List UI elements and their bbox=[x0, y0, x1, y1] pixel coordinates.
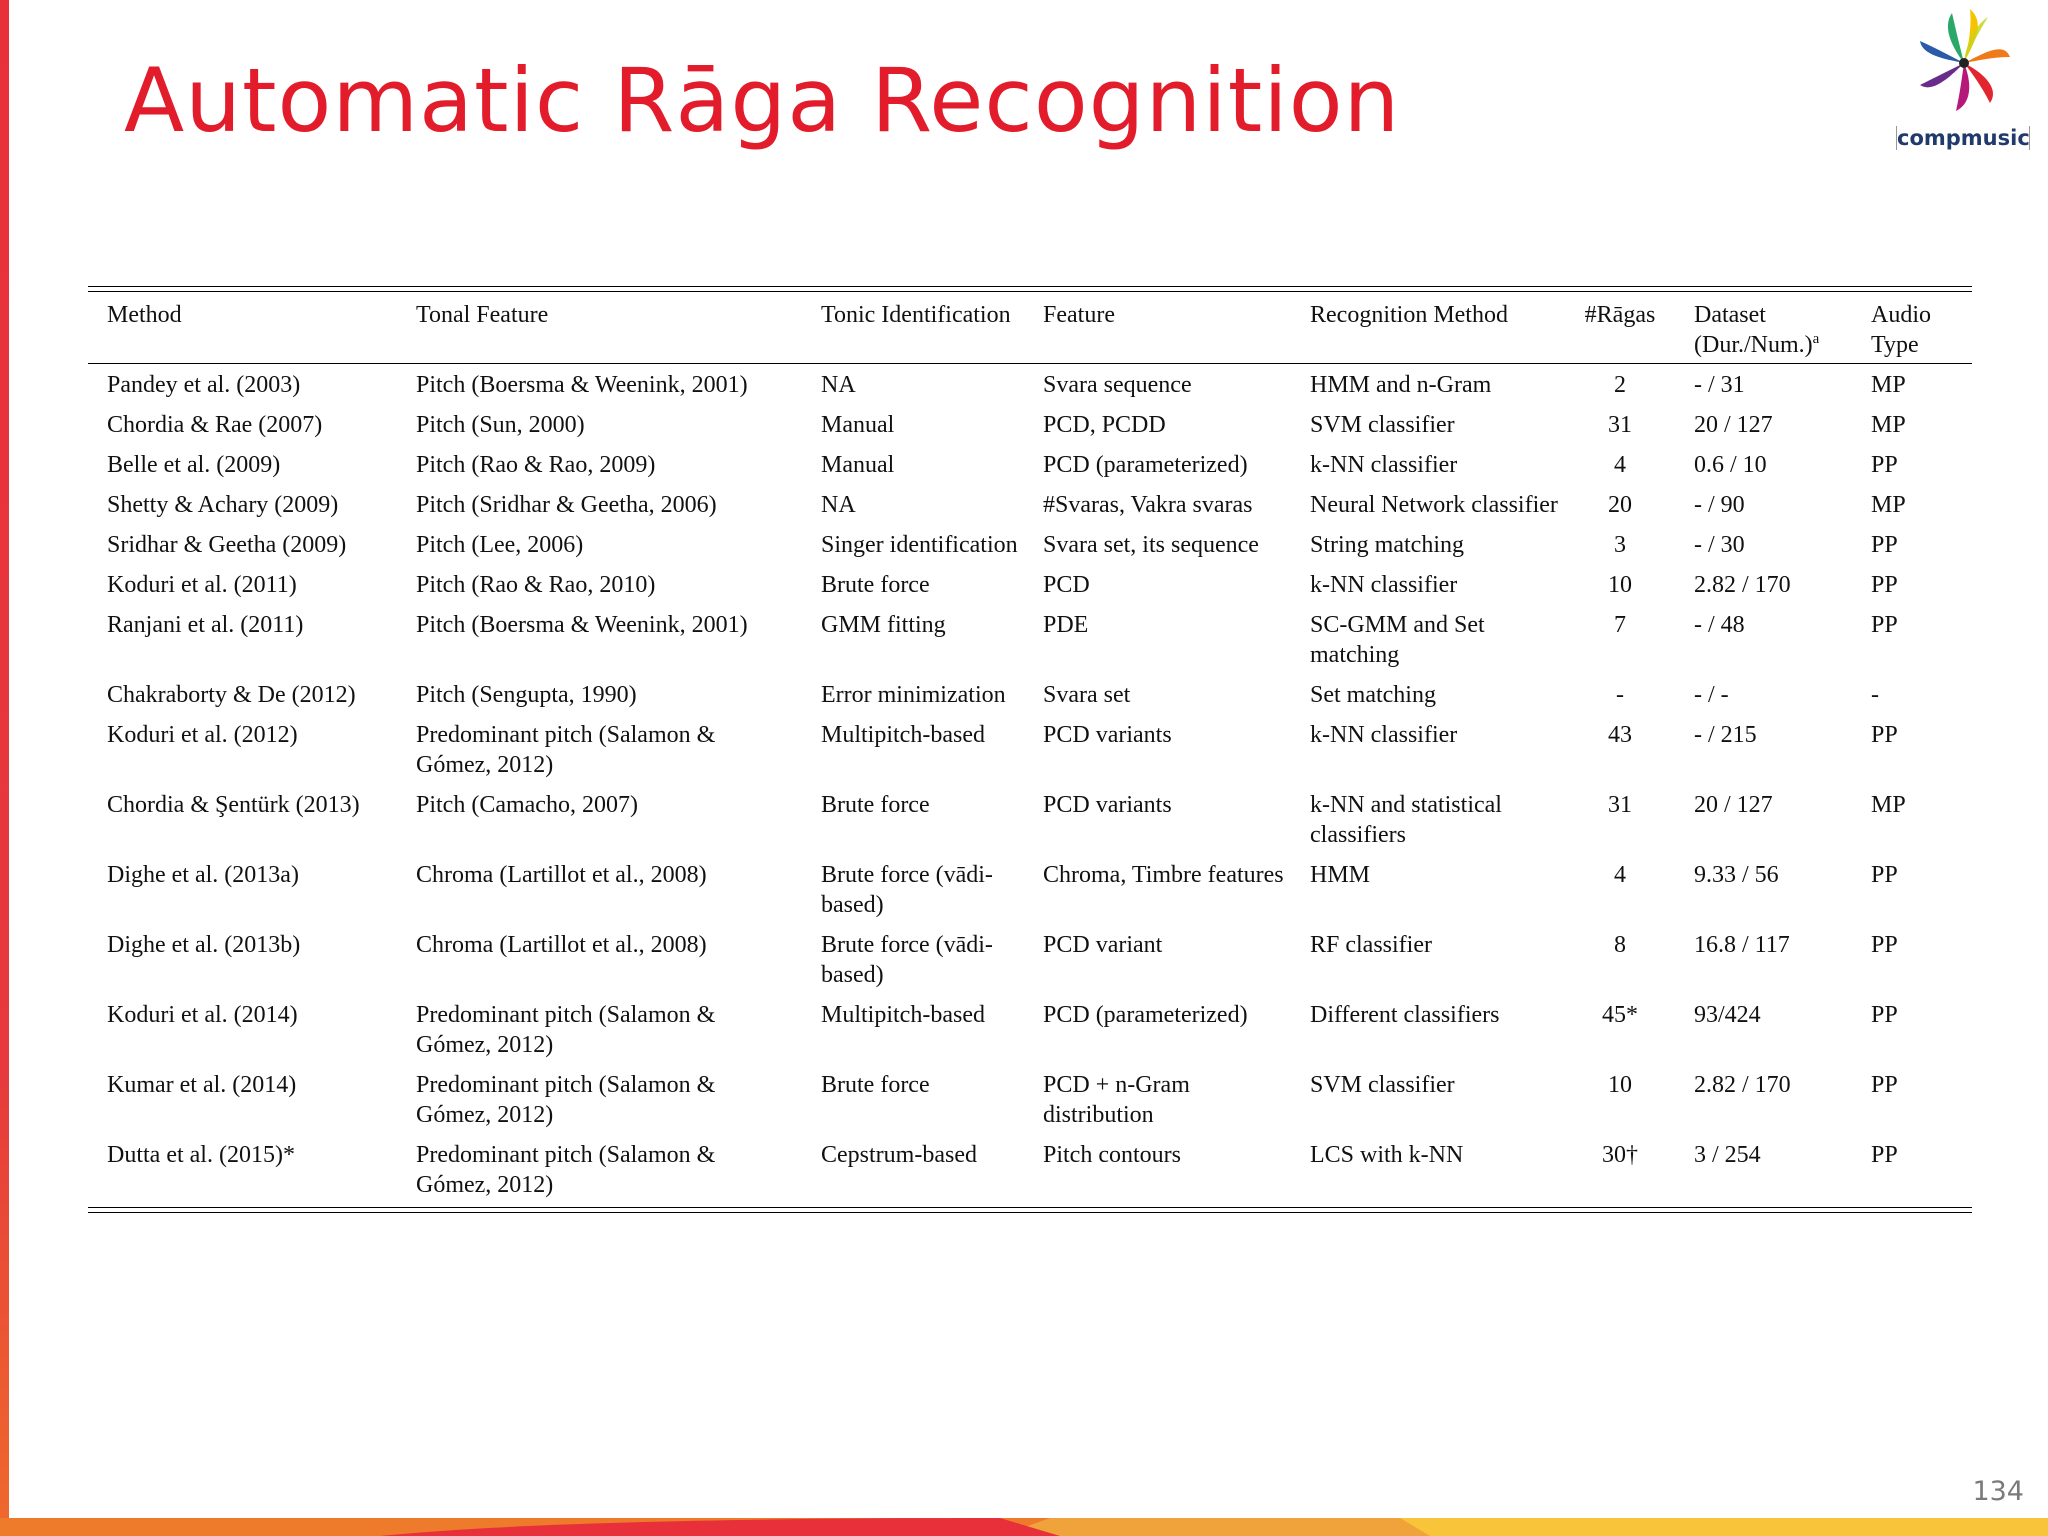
header-feature: Feature bbox=[1043, 302, 1115, 328]
cell-recognition-method: Set matching bbox=[1310, 682, 1436, 708]
cell-dataset: 2.82 / 170 bbox=[1694, 572, 1791, 598]
cell-tonic-identification: Manual bbox=[821, 452, 895, 478]
cell-tonic-identification: Brute force bbox=[821, 792, 930, 818]
table-row bbox=[88, 675, 1972, 715]
table-row bbox=[88, 485, 1972, 525]
cell-dataset: 16.8 / 117 bbox=[1694, 932, 1790, 958]
cell-recognition-method: Neural Network classifier bbox=[1310, 492, 1558, 518]
cell-audio-type: MP bbox=[1871, 412, 1906, 438]
cell-method: Chordia & Rae (2007) bbox=[107, 412, 323, 438]
cell-ragas: - bbox=[1616, 682, 1624, 708]
cell-dataset: - / 215 bbox=[1694, 722, 1757, 748]
cell-dataset: 0.6 / 10 bbox=[1694, 452, 1767, 478]
pinwheel-logo-icon bbox=[1916, 8, 2012, 126]
cell-method: Chakraborty & De (2012) bbox=[107, 682, 356, 708]
logo-text: compmusic bbox=[1897, 126, 2030, 150]
table-row bbox=[88, 565, 1972, 605]
methods-table bbox=[88, 286, 1972, 1213]
cell-tonic-identification: NA bbox=[821, 492, 856, 518]
table-header-row bbox=[88, 292, 1972, 364]
cell-tonic-identification: Brute force bbox=[821, 1072, 930, 1098]
cell-feature: PCD variants bbox=[1043, 792, 1172, 818]
cell-audio-type: - bbox=[1871, 682, 1879, 708]
cell-audio-type: MP bbox=[1871, 492, 1906, 518]
cell-ragas: 10 bbox=[1608, 1072, 1632, 1098]
table-row bbox=[88, 445, 1972, 485]
cell-tonal-feature: Predominant pitch (Salamon & Gómez, 2012) bbox=[416, 1002, 716, 1058]
cell-tonal-feature: Pitch (Sengupta, 1990) bbox=[416, 682, 637, 708]
cell-audio-type: PP bbox=[1871, 452, 1898, 478]
cell-audio-type: PP bbox=[1871, 612, 1898, 638]
cell-tonic-identification: Brute force (vādi-based) bbox=[821, 932, 993, 988]
cell-recognition-method: k-NN classifier bbox=[1310, 572, 1458, 598]
left-accent-bar bbox=[0, 0, 9, 1536]
cell-method: Ranjani et al. (2011) bbox=[107, 612, 304, 638]
cell-ragas: 2 bbox=[1614, 372, 1626, 398]
cell-dataset: 2.82 / 170 bbox=[1694, 1072, 1791, 1098]
cell-dataset: - / 48 bbox=[1694, 612, 1745, 638]
cell-recognition-method: k-NN classifier bbox=[1310, 722, 1458, 748]
cell-dataset: - / 30 bbox=[1694, 532, 1745, 558]
cell-feature: PCD variant bbox=[1043, 932, 1163, 958]
cell-ragas: 20 bbox=[1608, 492, 1632, 518]
cell-ragas: 4 bbox=[1614, 862, 1626, 888]
cell-tonic-identification: Multipitch-based bbox=[821, 1002, 985, 1028]
cell-ragas: 31 bbox=[1608, 792, 1632, 818]
cell-ragas: 31 bbox=[1608, 412, 1632, 438]
cell-ragas: 4 bbox=[1614, 452, 1626, 478]
cell-tonal-feature: Pitch (Rao & Rao, 2009) bbox=[416, 452, 656, 478]
cell-feature: Chroma, Timbre features bbox=[1043, 862, 1284, 888]
cell-tonal-feature: Pitch (Boersma & Weenink, 2001) bbox=[416, 612, 748, 638]
cell-dataset: - / 31 bbox=[1694, 372, 1745, 398]
page-number: 134 bbox=[1972, 1476, 2024, 1507]
cell-tonic-identification: Manual bbox=[821, 412, 895, 438]
cell-audio-type: MP bbox=[1871, 792, 1906, 818]
cell-tonal-feature: Predominant pitch (Salamon & Gómez, 2012) bbox=[416, 722, 716, 778]
cell-method: Kumar et al. (2014) bbox=[107, 1072, 297, 1098]
cell-tonal-feature: Pitch (Boersma & Weenink, 2001) bbox=[416, 372, 748, 398]
cell-tonal-feature: Chroma (Lartillot et al., 2008) bbox=[416, 862, 707, 888]
cell-recognition-method: Different classifiers bbox=[1310, 1002, 1500, 1028]
cell-recognition-method: String matching bbox=[1310, 532, 1464, 558]
cell-dataset: 93/424 bbox=[1694, 1002, 1761, 1028]
table-row bbox=[88, 1065, 1972, 1135]
cell-dataset: 9.33 / 56 bbox=[1694, 862, 1779, 888]
header-audio-type: Audio Type bbox=[1871, 302, 1931, 358]
cell-ragas: 3 bbox=[1614, 532, 1626, 558]
cell-recognition-method: k-NN classifier bbox=[1310, 452, 1458, 478]
slide-title: Automatic Rāga Recognition bbox=[124, 49, 1401, 152]
cell-feature: Svara set bbox=[1043, 682, 1131, 708]
cell-recognition-method: SVM classifier bbox=[1310, 1072, 1455, 1098]
cell-audio-type: PP bbox=[1871, 1072, 1898, 1098]
cell-tonic-identification: Cepstrum-based bbox=[821, 1142, 977, 1168]
cell-audio-type: PP bbox=[1871, 1002, 1898, 1028]
cell-feature: PDE bbox=[1043, 612, 1089, 638]
cell-feature: #Svaras, Vakra svaras bbox=[1043, 492, 1253, 518]
compmusic-logo bbox=[1896, 8, 2030, 154]
cell-recognition-method: SVM classifier bbox=[1310, 412, 1455, 438]
cell-recognition-method: HMM and n-Gram bbox=[1310, 372, 1492, 398]
cell-method: Koduri et al. (2012) bbox=[107, 722, 298, 748]
cell-tonal-feature: Pitch (Camacho, 2007) bbox=[416, 792, 638, 818]
cell-ragas: 30† bbox=[1602, 1142, 1638, 1168]
cell-tonal-feature: Predominant pitch (Salamon & Gómez, 2012) bbox=[416, 1142, 716, 1198]
header-tonic-identification: Tonic Identification bbox=[821, 302, 1011, 328]
cell-tonal-feature: Chroma (Lartillot et al., 2008) bbox=[416, 932, 707, 958]
table-row bbox=[88, 525, 1972, 565]
cell-tonic-identification: Multipitch-based bbox=[821, 722, 985, 748]
cell-tonal-feature: Pitch (Rao & Rao, 2010) bbox=[416, 572, 656, 598]
table-row bbox=[88, 1135, 1972, 1207]
cell-feature: PCD bbox=[1043, 572, 1090, 598]
header-method: Method bbox=[107, 302, 182, 328]
cell-feature: Svara set, its sequence bbox=[1043, 532, 1259, 558]
cell-tonic-identification: Brute force bbox=[821, 572, 930, 598]
cell-method: Pandey et al. (2003) bbox=[107, 372, 301, 398]
cell-tonal-feature: Pitch (Sun, 2000) bbox=[416, 412, 585, 438]
table-row bbox=[88, 855, 1972, 925]
cell-method: Dighe et al. (2013b) bbox=[107, 932, 301, 958]
table-row bbox=[88, 785, 1972, 855]
cell-ragas: 7 bbox=[1614, 612, 1626, 638]
table-row bbox=[88, 405, 1972, 445]
cell-method: Sridhar & Geetha (2009) bbox=[107, 532, 347, 558]
table-row bbox=[88, 605, 1972, 675]
cell-tonal-feature: Predominant pitch (Salamon & Gómez, 2012) bbox=[416, 1072, 716, 1128]
cell-audio-type: PP bbox=[1871, 532, 1898, 558]
cell-feature: PCD (parameterized) bbox=[1043, 452, 1248, 478]
cell-method: Shetty & Achary (2009) bbox=[107, 492, 339, 518]
cell-ragas: 45* bbox=[1602, 1002, 1638, 1028]
table-row bbox=[88, 995, 1972, 1065]
cell-recognition-method: k-NN and statistical classifiers bbox=[1310, 792, 1502, 848]
cell-ragas: 43 bbox=[1608, 722, 1632, 748]
cell-recognition-method: HMM bbox=[1310, 862, 1371, 888]
cell-feature: PCD variants bbox=[1043, 722, 1172, 748]
bottom-accent-band bbox=[0, 1518, 2048, 1536]
cell-recognition-method: RF classifier bbox=[1310, 932, 1432, 958]
cell-method: Chordia & Şentürk (2013) bbox=[107, 792, 360, 818]
table-body bbox=[88, 364, 1972, 1208]
cell-recognition-method: SC-GMM and Set matching bbox=[1310, 612, 1485, 668]
cell-recognition-method: LCS with k-NN bbox=[1310, 1142, 1464, 1168]
cell-ragas: 10 bbox=[1608, 572, 1632, 598]
cell-audio-type: PP bbox=[1871, 1142, 1898, 1168]
header-recognition-method: Recognition Method bbox=[1310, 302, 1508, 328]
table-bottom-rule bbox=[88, 1207, 1972, 1213]
table-row bbox=[88, 715, 1972, 785]
cell-method: Koduri et al. (2014) bbox=[107, 1002, 298, 1028]
cell-dataset: - / - bbox=[1694, 682, 1729, 708]
cell-feature: PCD (parameterized) bbox=[1043, 1002, 1248, 1028]
cell-audio-type: PP bbox=[1871, 572, 1898, 598]
cell-feature: Pitch contours bbox=[1043, 1142, 1181, 1168]
cell-method: Belle et al. (2009) bbox=[107, 452, 281, 478]
cell-method: Dutta et al. (2015)* bbox=[107, 1142, 295, 1168]
cell-audio-type: PP bbox=[1871, 862, 1898, 888]
cell-dataset: 20 / 127 bbox=[1694, 792, 1773, 818]
cell-tonic-identification: NA bbox=[821, 372, 856, 398]
cell-dataset: 20 / 127 bbox=[1694, 412, 1773, 438]
cell-tonic-identification: Brute force (vādi-based) bbox=[821, 862, 993, 918]
cell-feature: Svara sequence bbox=[1043, 372, 1192, 398]
cell-tonic-identification: Error minimization bbox=[821, 682, 1006, 708]
header-tonal-feature: Tonal Feature bbox=[416, 302, 549, 328]
header-dataset: Dataset $(Dur./Num.)^a$ bbox=[1694, 302, 1820, 358]
cell-ragas: 8 bbox=[1614, 932, 1626, 958]
cell-audio-type: PP bbox=[1871, 932, 1898, 958]
cell-method: Dighe et al. (2013a) bbox=[107, 862, 299, 888]
cell-tonal-feature: Pitch (Lee, 2006) bbox=[416, 532, 584, 558]
cell-tonal-feature: Pitch (Sridhar & Geetha, 2006) bbox=[416, 492, 717, 518]
table-row bbox=[88, 925, 1972, 995]
cell-dataset: 3 / 254 bbox=[1694, 1142, 1761, 1168]
cell-audio-type: PP bbox=[1871, 722, 1898, 748]
cell-audio-type: MP bbox=[1871, 372, 1906, 398]
cell-tonic-identification: Singer identification bbox=[821, 532, 1018, 558]
cell-feature: PCD, PCDD bbox=[1043, 412, 1166, 438]
cell-tonic-identification: GMM fitting bbox=[821, 612, 946, 638]
cell-feature: PCD + n-Gram distribution bbox=[1043, 1072, 1190, 1128]
cell-method: Koduri et al. (2011) bbox=[107, 572, 297, 598]
cell-dataset: - / 90 bbox=[1694, 492, 1745, 518]
header-ragas: #Rāgas bbox=[1584, 302, 1656, 328]
table-row bbox=[88, 364, 1972, 406]
